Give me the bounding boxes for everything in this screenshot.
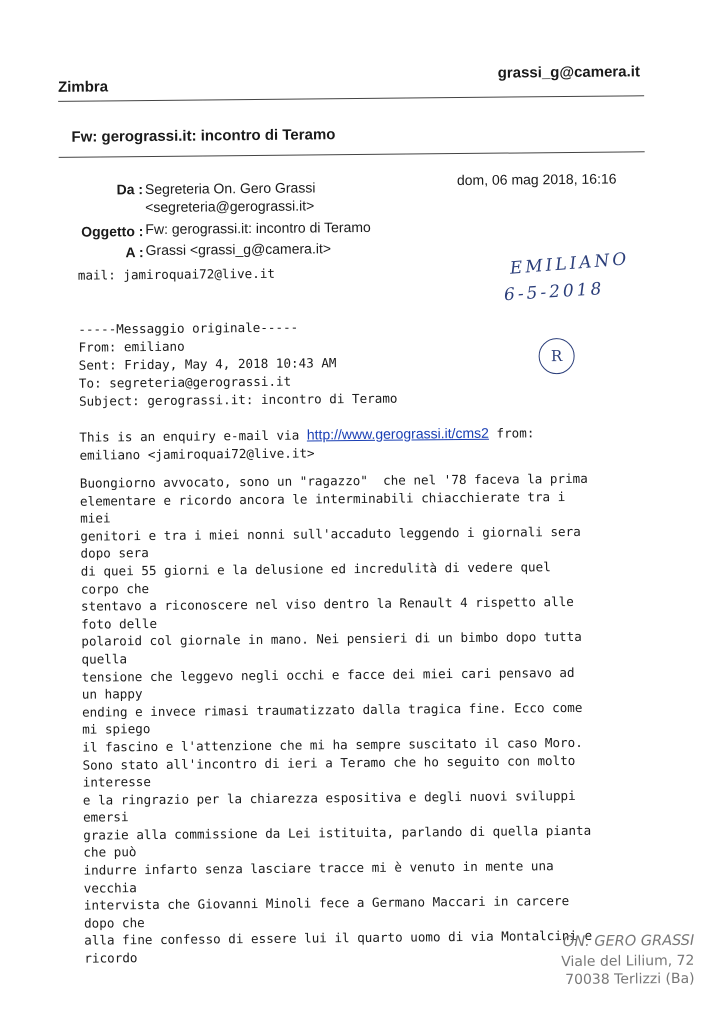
message-body (80, 469, 685, 967)
body-line: interesse (82, 774, 152, 790)
body-line: emersi (82, 809, 129, 825)
body-line: dopo che (83, 914, 145, 931)
body-line: vecchia (83, 879, 137, 896)
enquiry-suffix: from: (488, 425, 535, 441)
body-line: un happy (81, 686, 143, 702)
enquiry-sender: emiliano <jamiroquai72@live.it> (79, 445, 315, 463)
body-line: dopo sera (80, 545, 149, 562)
stamp-street: Viale del Lilium, 72 (561, 952, 695, 971)
body-line: indurre infarto senza lasciare tracce mi è venuto in mente una (83, 858, 554, 878)
body-line: miei (80, 510, 111, 526)
original-separator: -----Messaggio originale----- (78, 319, 299, 337)
enquiry-line (79, 424, 534, 446)
email-date: dom, 06 mag 2018, 16:16 (456, 170, 617, 189)
body-line: quella (81, 651, 128, 667)
account-email: grassi_g@camera.it (497, 63, 640, 82)
to-value: Grassi <grassi_g@camera.it> (145, 240, 332, 259)
original-subject: Subject: gerograssi.it: incontro di Teramo (78, 390, 398, 409)
from-email: <segreteria@gerograssi.it> (145, 197, 315, 216)
body-line: corpo che (80, 580, 150, 597)
app-name: Zimbra (57, 78, 109, 96)
circled-mark: R (538, 338, 574, 374)
address-stamp (561, 933, 695, 988)
email-title: Fw: gerograssi.it: incontro di Teramo (71, 126, 336, 146)
original-sent: Sent: Friday, May 4, 2018 10:43 AM (78, 355, 337, 373)
body-line: di quei 55 giorni e la delusione ed incredulità di vedere quel (80, 559, 551, 579)
body-line: polaroid col giornale in mano. Nei pensieri di un bimbo dopo tutta (81, 629, 582, 650)
handwritten-name: EMILIANO (509, 249, 630, 279)
header-divider (58, 95, 644, 102)
body-line: stentavo a riconoscere nel viso dentro la Renault 4 rispetto alle (80, 594, 574, 614)
body-line: Sono stato all'incontro di ieri a Teramo che ho seguito con molto (82, 752, 576, 773)
body-line: ricordo (84, 950, 138, 966)
body-line: alla fine confesso di essere lui il quarto uomo di via Montalcini e (84, 928, 593, 949)
body-line: che può (83, 844, 137, 861)
from-label: Da : (116, 181, 144, 198)
stamp-city: 70038 Terlizzi (Ba) (565, 970, 695, 989)
stamp-name: ON. GERO GRASSI (562, 932, 695, 951)
subject-label: Oggetto : (81, 223, 144, 240)
enquiry-prefix: This is an enquiry e-mail via (79, 427, 307, 445)
original-to: To: segreteria@gerograssi.it (78, 373, 292, 391)
body-line: Buongiorno avvocato, sono un "ragazzo" che nel '78 faceva la prima (79, 470, 588, 491)
to-label: A : (125, 244, 144, 261)
body-line: tensione che leggevo negli occhi e facce dei miei cari pensavo ad (81, 664, 575, 685)
body-line: elementare e ricordo ancora le interminabili chiacchierate tra i (79, 488, 566, 509)
handwritten-date: 6-5-2018 (503, 279, 605, 306)
body-line: ending e invece rimasi traumatizzato dalla tragica fine. Ecco come (81, 699, 583, 720)
body-line: e la ringrazio per la chiarezza espositiva e degli nuovi sviluppi (82, 787, 576, 808)
body-line: foto delle (81, 615, 158, 632)
body-line: genitori e tra i miei nonni sull'accaduto leggendo i giornali sera (80, 523, 581, 544)
mail-line: mail: jamiroquai72@live.it (77, 265, 276, 283)
body-line: grazie alla commissione da Lei istituita, parlando di quella pianta (83, 822, 592, 843)
body-line: mi spiego (82, 721, 151, 737)
enquiry-link[interactable]: http://www.gerograssi.it/cms2 (306, 424, 489, 443)
body-line: intervista che Giovanni Minoli fece a Germano Maccari in carcere (83, 893, 570, 913)
original-from: From: emiliano (78, 338, 185, 355)
title-divider (59, 151, 645, 158)
body-line: il fascino e l'attenzione che mi ha sempre suscitato il caso Moro. (82, 734, 583, 755)
subject-value: Fw: gerograssi.it: incontro di Teramo (145, 218, 371, 238)
from-name: Segreteria On. Gero Grassi (144, 179, 316, 198)
